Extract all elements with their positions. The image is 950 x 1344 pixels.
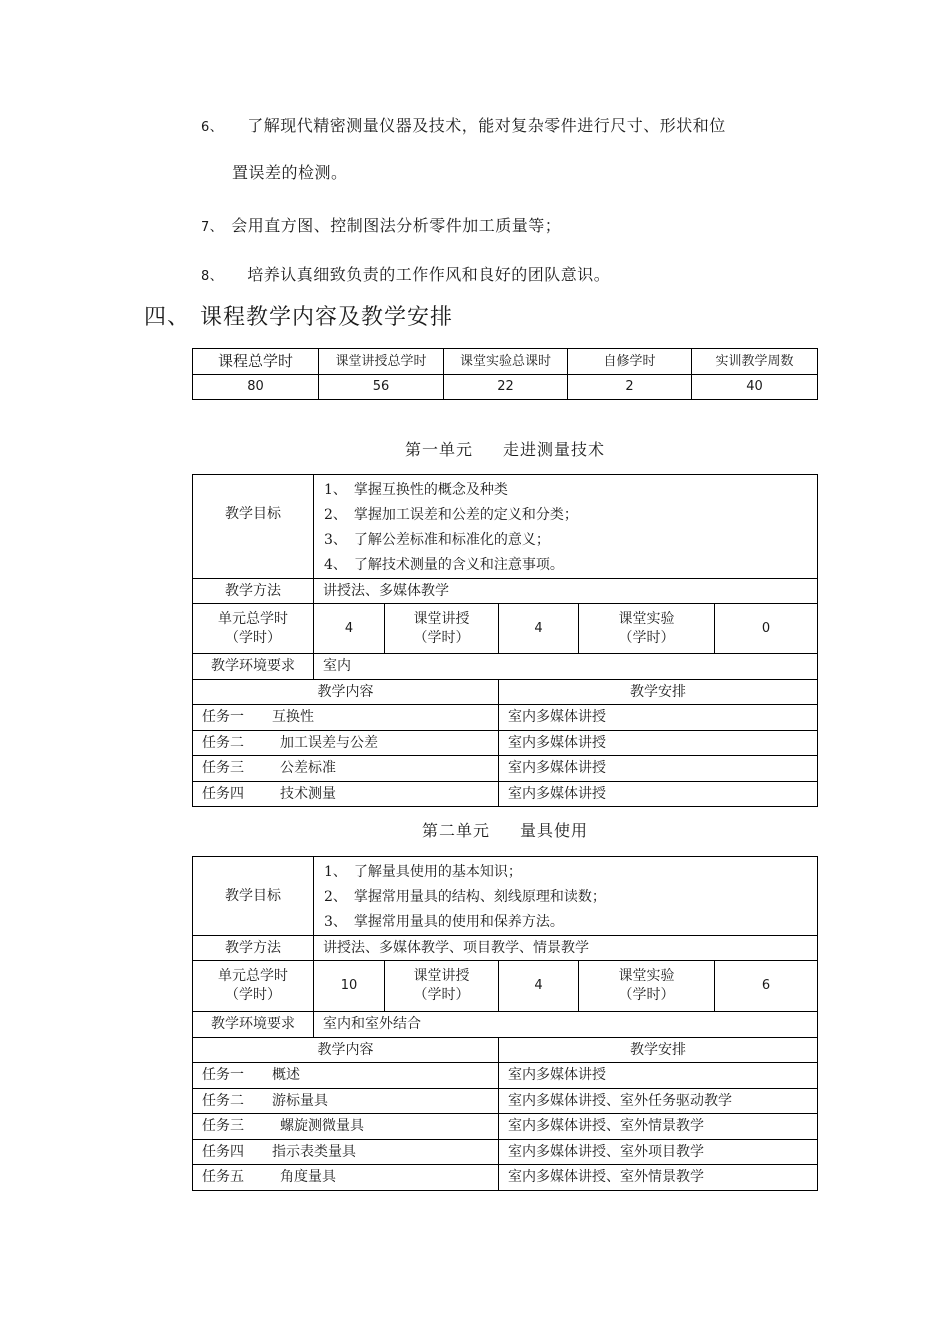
hours-summary-table (192, 348, 818, 400)
list-number: 6、 (201, 120, 224, 135)
task-arrangement: 室内多媒体讲授 (499, 782, 818, 807)
method-value: 讲授法、多媒体教学 (314, 579, 818, 604)
task-topic: 螺旋测微量具 (280, 1118, 364, 1135)
task-name: 任务二 (202, 1092, 244, 1109)
task-arrangement: 室内多媒体讲授、室外情景教学 (499, 1114, 818, 1140)
goals-list (314, 857, 818, 936)
task-arrangement: 室内多媒体讲授 (499, 731, 818, 756)
task-arrangement: 室内多媒体讲授 (499, 705, 818, 731)
label-line: （学时） (618, 987, 675, 1003)
goals-row (193, 475, 818, 579)
section-title: 课程教学内容及教学安排 (200, 305, 454, 330)
env-row (193, 654, 818, 680)
unit-name: 走进测量技术 (503, 440, 606, 459)
total-hours-label (193, 961, 314, 1012)
label-line: （学时） (413, 629, 470, 646)
label-line: 课堂讲授 (413, 610, 470, 627)
task-topic: 指示表类量具 (272, 1143, 356, 1160)
task-name: 任务四 (202, 1143, 244, 1160)
list-text: 培养认真细致负责的工作作风和良好的团队意识。 (247, 265, 611, 284)
label-line: 单元总学时 (218, 610, 288, 627)
summary-value: 56 (319, 375, 444, 400)
summary-header: 课堂实验总课时 (444, 349, 568, 375)
goal-item: 1、 掌握互换性的概念及种类 (324, 482, 508, 498)
goal-item: 4、 了解技术测量的含义和注意事项。 (324, 557, 564, 573)
task-cell (193, 731, 499, 756)
task-name: 任务一 (202, 1067, 244, 1084)
method-value: 讲授法、多媒体教学、项目教学、情景教学 (314, 936, 818, 961)
task-cell (193, 1063, 499, 1089)
env-row (193, 1012, 818, 1038)
task-topic: 游标量具 (272, 1092, 328, 1109)
table-row (193, 1114, 818, 1140)
section-heading (144, 300, 453, 331)
task-name: 任务二 (202, 734, 244, 751)
env-label: 教学环境要求 (193, 654, 314, 680)
goals-list (314, 475, 818, 579)
hours-row (193, 604, 818, 654)
list-number: 8、 (201, 269, 224, 284)
task-name: 任务三 (202, 1118, 244, 1135)
lab-hours-label (579, 961, 715, 1012)
label-line: 课堂实验 (618, 968, 675, 985)
list-text: 会用直方图、控制图法分析零件加工质量等； (231, 216, 562, 235)
unit-number: 第二单元 (421, 821, 490, 840)
lecture-hours-value: 4 (499, 604, 579, 654)
content-header: 教学内容 (193, 680, 499, 705)
task-arrangement: 室内多媒体讲授 (499, 756, 818, 782)
task-topic: 技术测量 (280, 785, 336, 802)
section-number: 四、 (144, 305, 191, 330)
env-value: 室内和室外结合 (314, 1012, 818, 1038)
table-row (193, 705, 818, 731)
task-cell (193, 1165, 499, 1191)
task-topic: 加工误差与公差 (280, 734, 378, 751)
goals-label: 教学目标 (193, 857, 314, 936)
label-line: 课堂实验 (618, 610, 675, 627)
method-row (193, 936, 818, 961)
unit-2-table (192, 856, 818, 1191)
task-topic: 角度量具 (280, 1169, 336, 1186)
summary-value-row (193, 375, 818, 400)
list-number: 7、 (201, 220, 224, 235)
table-row (193, 782, 818, 807)
goal-item: 2、 掌握常用量具的结构、刻线原理和读数； (324, 889, 606, 905)
total-hours-value: 4 (314, 604, 385, 654)
method-label: 教学方法 (193, 936, 314, 961)
list-item-6-continued: 置误差的检测。 (232, 163, 348, 182)
lab-hours-value: 0 (715, 604, 818, 654)
summary-header: 自修学时 (568, 349, 692, 375)
summary-header: 课堂讲授总学时 (319, 349, 444, 375)
unit-name: 量具使用 (520, 821, 589, 840)
method-row (193, 579, 818, 604)
content-header-row (193, 1038, 818, 1063)
env-label: 教学环境要求 (193, 1012, 314, 1038)
label-line: 单元总学时 (218, 968, 288, 985)
task-cell (193, 782, 499, 807)
task-cell (193, 756, 499, 782)
total-hours-value: 10 (314, 961, 385, 1012)
table-row (193, 731, 818, 756)
summary-value: 80 (193, 375, 319, 400)
summary-value: 22 (444, 375, 568, 400)
table-row (193, 1165, 818, 1191)
table-row (193, 1089, 818, 1114)
goal-item: 2、 掌握加工误差和公差的定义和分类； (324, 507, 578, 523)
table-row (193, 1140, 818, 1165)
unit-2-title (0, 818, 950, 841)
task-arrangement: 室内多媒体讲授 (499, 1063, 818, 1089)
label-line: （学时） (618, 629, 675, 646)
goal-item: 1、 了解量具使用的基本知识； (324, 864, 522, 880)
method-label: 教学方法 (193, 579, 314, 604)
env-value: 室内 (314, 654, 818, 680)
table-row (193, 1063, 818, 1089)
label-line: （学时） (225, 987, 281, 1003)
task-cell (193, 1089, 499, 1114)
hours-row (193, 961, 818, 1012)
total-hours-label (193, 604, 314, 654)
goal-item: 3、 掌握常用量具的使用和保养方法。 (324, 914, 564, 930)
unit-1-title (0, 437, 950, 460)
summary-header: 实训教学周数 (692, 349, 818, 375)
goals-label: 教学目标 (193, 475, 314, 579)
unit-number: 第一单元 (404, 440, 473, 459)
task-arrangement: 室内多媒体讲授、室外情景教学 (499, 1165, 818, 1191)
list-text: 了解现代精密测量仪器及技术，能对复杂零件进行尺寸、形状和位 (247, 116, 726, 135)
content-header: 教学内容 (193, 1038, 499, 1063)
task-name: 任务五 (202, 1169, 244, 1186)
task-topic: 公差标准 (280, 760, 336, 777)
lecture-hours-label (385, 961, 499, 1012)
goal-item: 3、 了解公差标准和标准化的意义； (324, 532, 550, 548)
task-name: 任务三 (202, 760, 244, 777)
task-cell (193, 1140, 499, 1165)
arrangement-header: 教学安排 (499, 1038, 818, 1063)
table-row (193, 756, 818, 782)
list-item-7 (201, 213, 561, 236)
summary-value: 40 (692, 375, 818, 400)
lab-hours-value: 6 (715, 961, 818, 1012)
task-arrangement: 室内多媒体讲授、室外项目教学 (499, 1140, 818, 1165)
label-line: 课堂讲授 (413, 968, 470, 985)
arrangement-header: 教学安排 (499, 680, 818, 705)
task-name: 任务一 (202, 709, 244, 726)
task-name: 任务四 (202, 785, 244, 802)
summary-header: 课程总学时 (193, 349, 319, 375)
content-header-row (193, 680, 818, 705)
lecture-hours-label (385, 604, 499, 654)
goals-row (193, 857, 818, 936)
task-arrangement: 室内多媒体讲授、室外任务驱动教学 (499, 1089, 818, 1114)
lab-hours-label (579, 604, 715, 654)
task-topic: 概述 (272, 1067, 300, 1084)
unit-1-table (192, 474, 818, 807)
label-line: （学时） (225, 629, 281, 646)
task-cell (193, 705, 499, 731)
lecture-hours-value: 4 (499, 961, 579, 1012)
summary-value: 2 (568, 375, 692, 400)
summary-header-row (193, 349, 818, 375)
list-item-6 (201, 113, 726, 136)
list-item-8 (201, 262, 610, 285)
task-cell (193, 1114, 499, 1140)
label-line: （学时） (413, 987, 470, 1003)
task-topic: 互换性 (272, 709, 314, 726)
